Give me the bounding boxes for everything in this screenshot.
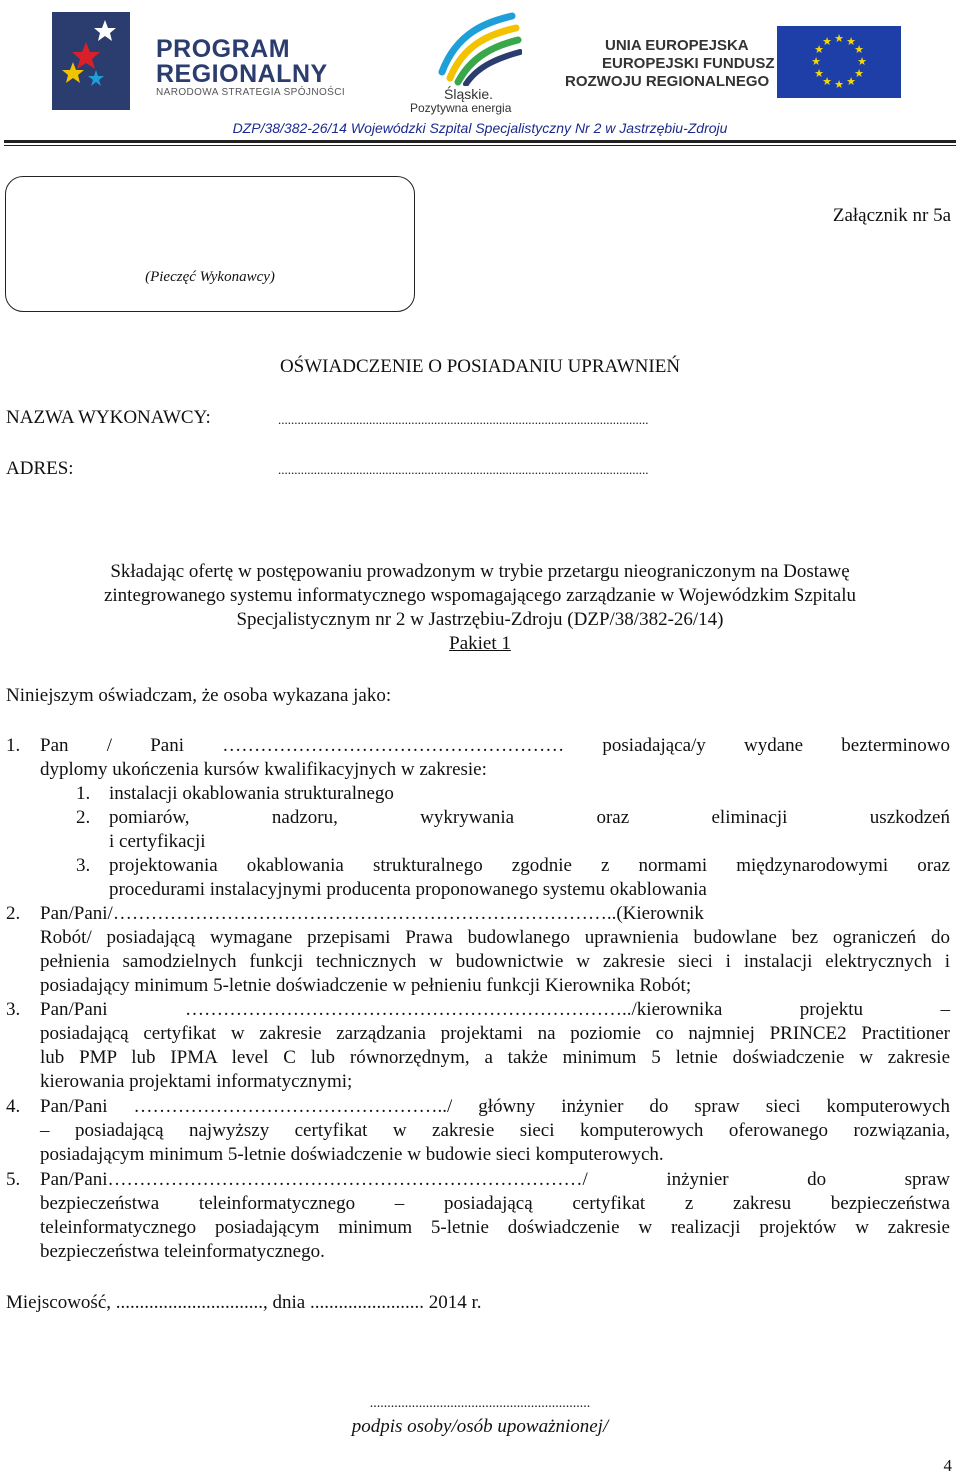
intro-line-2: zintegrowanego systemu informatycznego wspomagającego zarządzanie w Wojewódzkim Szpitalu — [103, 585, 857, 606]
address-field[interactable]: .................................................................................................................. — [278, 462, 649, 477]
item-5-line-1: Pan/Pani…………………………………………………………………/ inżynier do spraw — [40, 1169, 950, 1190]
place-date-field[interactable]: Miejscowość, ..............................., dnia ........................ 2014 r. — [6, 1292, 482, 1313]
item-5-line-4: bezpieczeństwa teleinformatycznego. — [40, 1241, 325, 1262]
slaskie-waves-icon — [432, 12, 522, 86]
stamp-label: (Pieczęć Wykonawcy) — [145, 269, 275, 285]
eu-line1: UNIA EUROPEJSKA — [605, 37, 749, 54]
svg-text:★: ★ — [854, 67, 864, 80]
contractor-name-field[interactable]: .................................................................................................................. — [278, 412, 649, 427]
slaskie-slogan: Pozytywna energia — [410, 101, 512, 115]
page-number: 4 — [943, 1456, 952, 1475]
svg-text:★: ★ — [834, 32, 844, 45]
item-3-line-2: posiadającą certyfikat w zakresie zarządzania projektami na poziomie co najmniej PRINCE2 Practitioner — [40, 1023, 950, 1044]
item-4-line-3: posiadającym minimum 5-letnie doświadczenie w budowie sieci komputerowych. — [40, 1144, 664, 1165]
item-5-line-2: bezpieczeństwa teleinformatycznego – posiadającą certyfikat z zakresu bezpieczeństwa — [40, 1193, 950, 1214]
svg-text:★: ★ — [822, 75, 832, 88]
sub-2-text-line-2: i certyfikacji — [109, 831, 206, 852]
signature-label: podpis osoby/osób upoważnionej/ — [351, 1416, 609, 1437]
document-title — [0, 356, 960, 378]
eu-fund-logo — [565, 30, 905, 100]
declaration-text: Niniejszym oświadczam, że osoba wykazana jako: — [6, 685, 392, 706]
program-regionalny-flag-icon — [52, 12, 130, 110]
intro-line-1: Składając ofertę w postępowaniu prowadzonym w trybie przetargu nieograniczonym na Dostawę — [110, 561, 850, 582]
program-line2: REGIONALNY — [156, 60, 328, 88]
eu-line3: ROZWOJU REGIONALNEGO — [565, 73, 770, 90]
svg-text:★: ★ — [822, 35, 832, 48]
item-5-line-3: teleinformatycznego posiadającym minimum 5-letnie doświadczenie w realizacji projektów w zakresie — [40, 1217, 950, 1238]
item-2-line-1: Pan/Pani/……………………………………………………………………..(Kierownik — [40, 903, 704, 924]
item-3-number: 3. — [6, 999, 21, 1020]
slaskie-name: Śląskie. — [444, 86, 494, 102]
item-3-line-1: Pan/Pani ……………………………………………………………../kierownika projektu – — [40, 999, 950, 1020]
attachment-label: Załącznik nr 5a — [832, 205, 951, 226]
item-2-line-2: Robót/ posiadającą wymagane przepisami Prawa budowlanego uprawnienia budowlane bez ograniczeń do — [40, 927, 950, 948]
eu-flag-icon — [777, 26, 901, 98]
svg-text:★: ★ — [811, 55, 821, 68]
eu-line2: EUROPEJSKI FUNDUSZ — [602, 55, 775, 72]
svg-text:★: ★ — [814, 43, 824, 56]
header-divider — [4, 140, 956, 143]
document-title-text: OŚWIADCZENIE O POSIADANIU UPRAWNIEŃ — [279, 356, 681, 377]
sub-2-text-line-1: pomiarów, nadzoru, wykrywania oraz eliminacji uszkodzeń — [109, 807, 950, 828]
contractor-stamp-box — [5, 176, 415, 312]
item-4-line-2: – posiadającą najwyższy certyfikat w zakresie sieci komputerowych oferowanego rozwiązania, — [40, 1120, 950, 1141]
svg-text:★: ★ — [814, 67, 824, 80]
sub-3-text-line-1: projektowania okablowania strukturalnego zgodnie z normami międzynarodowymi oraz — [109, 855, 950, 876]
svg-text:★: ★ — [846, 75, 856, 88]
slaskie-logo — [404, 10, 544, 115]
header-divider-thin — [4, 145, 956, 146]
sub-1-text: instalacji okablowania strukturalnego — [109, 783, 394, 804]
program-line3: NARODOWA STRATEGIA SPÓJNOŚCI — [156, 87, 346, 98]
signature-line[interactable]: ............................................................... — [369, 1396, 591, 1411]
sub-3-text-line-2: procedurami instalacyjnymi producenta proponowanego systemu okablowania — [109, 879, 707, 900]
address-label: ADRES: — [6, 458, 74, 479]
document-reference: DZP/38/382-26/14 Wojewódzki Szpital Specjalistyczny Nr 2 w Jastrzębiu-Zdroju — [232, 120, 728, 136]
package-label: Pakiet 1 — [449, 633, 511, 654]
item-4-number: 4. — [6, 1096, 21, 1117]
svg-text:★: ★ — [857, 55, 867, 68]
item-1-line-2: dyplomy ukończenia kursów kwalifikacyjnych w zakresie: — [40, 759, 487, 780]
item-1-number: 1. — [6, 735, 21, 756]
item-1-line-1: Pan / Pani ……………………………………………… posiadająca/y wydane bezterminowo — [40, 735, 950, 756]
program-line1: PROGRAM — [156, 35, 291, 63]
svg-text:★: ★ — [834, 78, 844, 91]
sub-3-number: 3. — [76, 855, 91, 876]
item-4-line-1: Pan/Pani …………………………………………../ główny inżynier do spraw sieci komputerowych — [40, 1096, 950, 1117]
svg-text:★: ★ — [846, 35, 856, 48]
item-3-line-4: kierowania projektami informatycznymi; — [40, 1071, 353, 1092]
sub-2-number: 2. — [76, 807, 91, 828]
program-regionalny-logo — [52, 10, 382, 110]
item-3-line-3: lub PMP lub IPMA level C lub równorzędnym, a także minimum 5 letnie doświadczenie w zakresie — [40, 1047, 950, 1068]
item-2-line-4: posiadający minimum 5-letnie doświadczenie w pełnieniu funkcji Kierownika Robót; — [40, 975, 692, 996]
intro-line-3: Specjalistycznym nr 2 w Jastrzębiu-Zdroju (DZP/38/382-26/14) — [236, 609, 724, 630]
item-2-number: 2. — [6, 903, 21, 924]
item-2-line-3: pełnienia samodzielnych funkcji technicznych w budownictwie w zakresie sieci i instalacji elektrycznych i — [40, 951, 950, 972]
item-5-number: 5. — [6, 1169, 21, 1190]
contractor-name-label: NAZWA WYKONAWCY: — [6, 407, 211, 428]
sub-1-number: 1. — [76, 783, 91, 804]
svg-text:★: ★ — [854, 43, 864, 56]
intro-paragraph — [40, 560, 920, 656]
